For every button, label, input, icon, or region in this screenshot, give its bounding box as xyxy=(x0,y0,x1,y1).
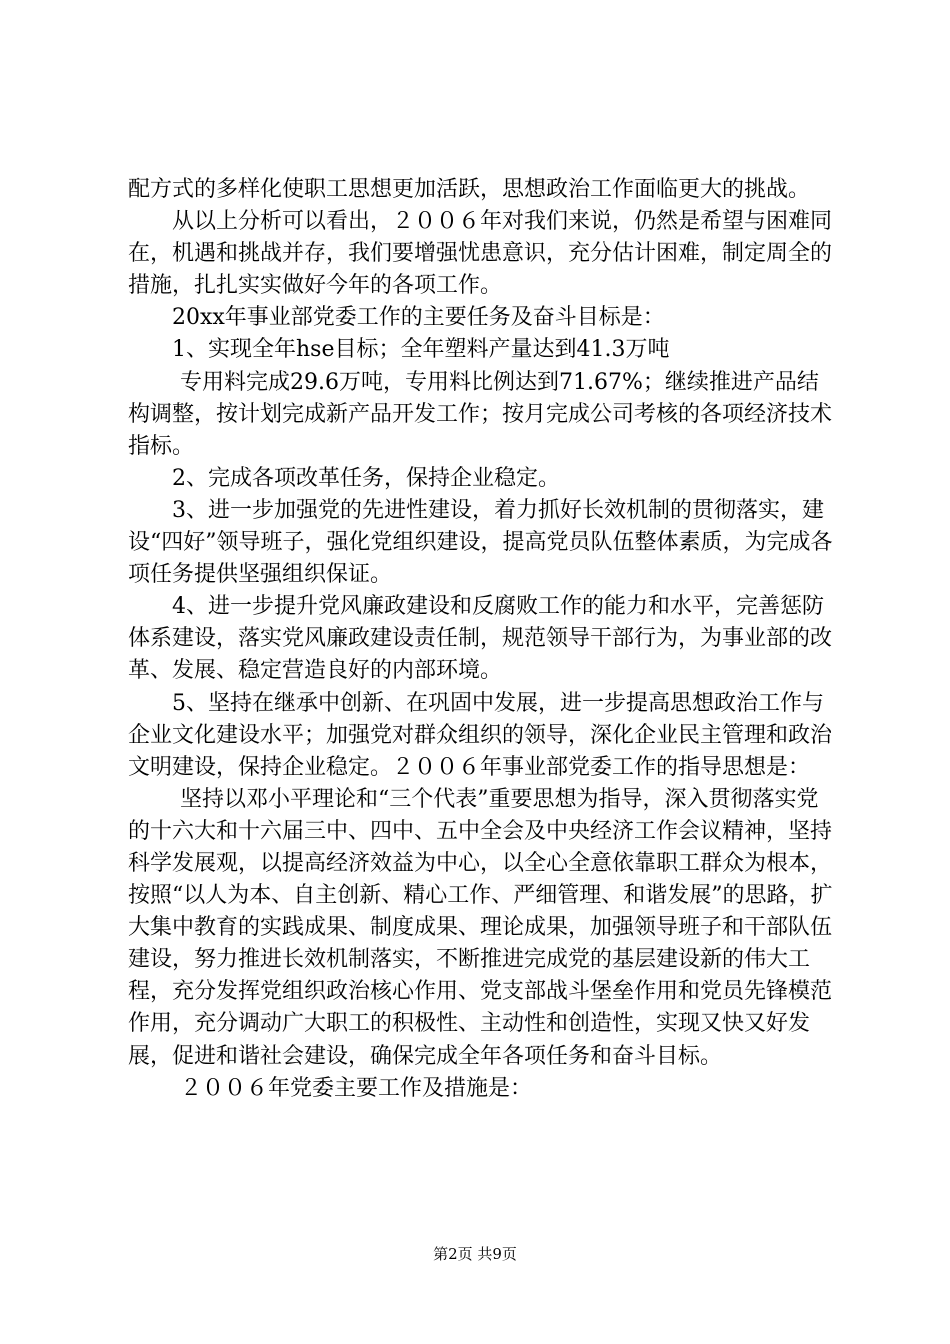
paragraph-2: 从以上分析可以看出，２００６年对我们来说，仍然是希望与困难同在，机遇和挑战并存，我们要增强忧患意识，充分估计困难，制定周全的措施，扎扎实实做好今年的各项工作。 xyxy=(128,209,833,299)
paragraph-9: 5、坚持在继承中创新、在巩固中发展，进一步提高思想政治工作与企业文化建设水平；加强党对群众组织的领导，深化企业民主管理和政治文明建设，保持企业稳定。２００６年事业部党委工作的指导思想是： xyxy=(128,690,833,780)
paragraph-6: 2、完成各项改革任务，保持企业稳定。 xyxy=(172,465,560,491)
paragraph-3: 20xx年事业部党委工作的主要任务及奋斗目标是： xyxy=(172,305,665,331)
paragraph-7: 3、进一步加强党的先进性建设，着力抓好长效机制的贯彻落实，建设“四好”领导班子，强化党组织建设，提高党员队伍整体素质，为完成各项任务提供坚强组织保证。 xyxy=(128,497,833,588)
paragraph-1: 配方式的多样化使职工思想更加活跃，思想政治工作面临更大的挑战。 xyxy=(128,177,811,202)
paragraph-10: 坚持以邓小平理论和“三个代表”重要思想为指导，深入贯彻落实党的十六大和十六届三中、四中、五中全会及中央经济工作会议精神，坚持科学发展观，以提高经济效益为中心，以全心全意依靠职工群众为根本，按照“以人为本、自主创新、精心工作、严细管理、和谐发展”的思路，扩大集中教育的实践成果、制度成果、理论成果，加强领导班子和干部队伍建设，努力推进长效机制落实，不断推进完成党的基层建设新的伟大工程，充分发挥党组织政治核心作用、党支部战斗堡垒作用和党员先锋模范作用，充分调动广大职工的积极性、主动性和创造性，实现又快又好发展，促进和谐社会建设，确保完成全年各项任务和奋斗目标。 xyxy=(128,786,833,1069)
paragraph-4: 1、实现全年hse目标；全年塑料产量达到41.3万吨 xyxy=(172,337,670,363)
paragraph-5: 专用料完成29.6万吨，专用料比例达到71.67%；继续推进产品结构调整，按计划完成新产品开发工作；按月完成公司考核的各项经济技术指标。 xyxy=(128,369,833,459)
paragraph-8: 4、进一步提升党风廉政建设和反腐败工作的能力和水平，完善惩防体系建设，落实党风廉政建设责任制，规范领导干部行为，为事业部的改革、发展、稳定营造良好的内部环境。 xyxy=(128,594,833,684)
paragraph-11: ２００６年党委主要工作及措施是： xyxy=(180,1075,533,1101)
page-footer: 第2页 共9页 xyxy=(433,1245,517,1263)
document-body xyxy=(128,174,838,1105)
